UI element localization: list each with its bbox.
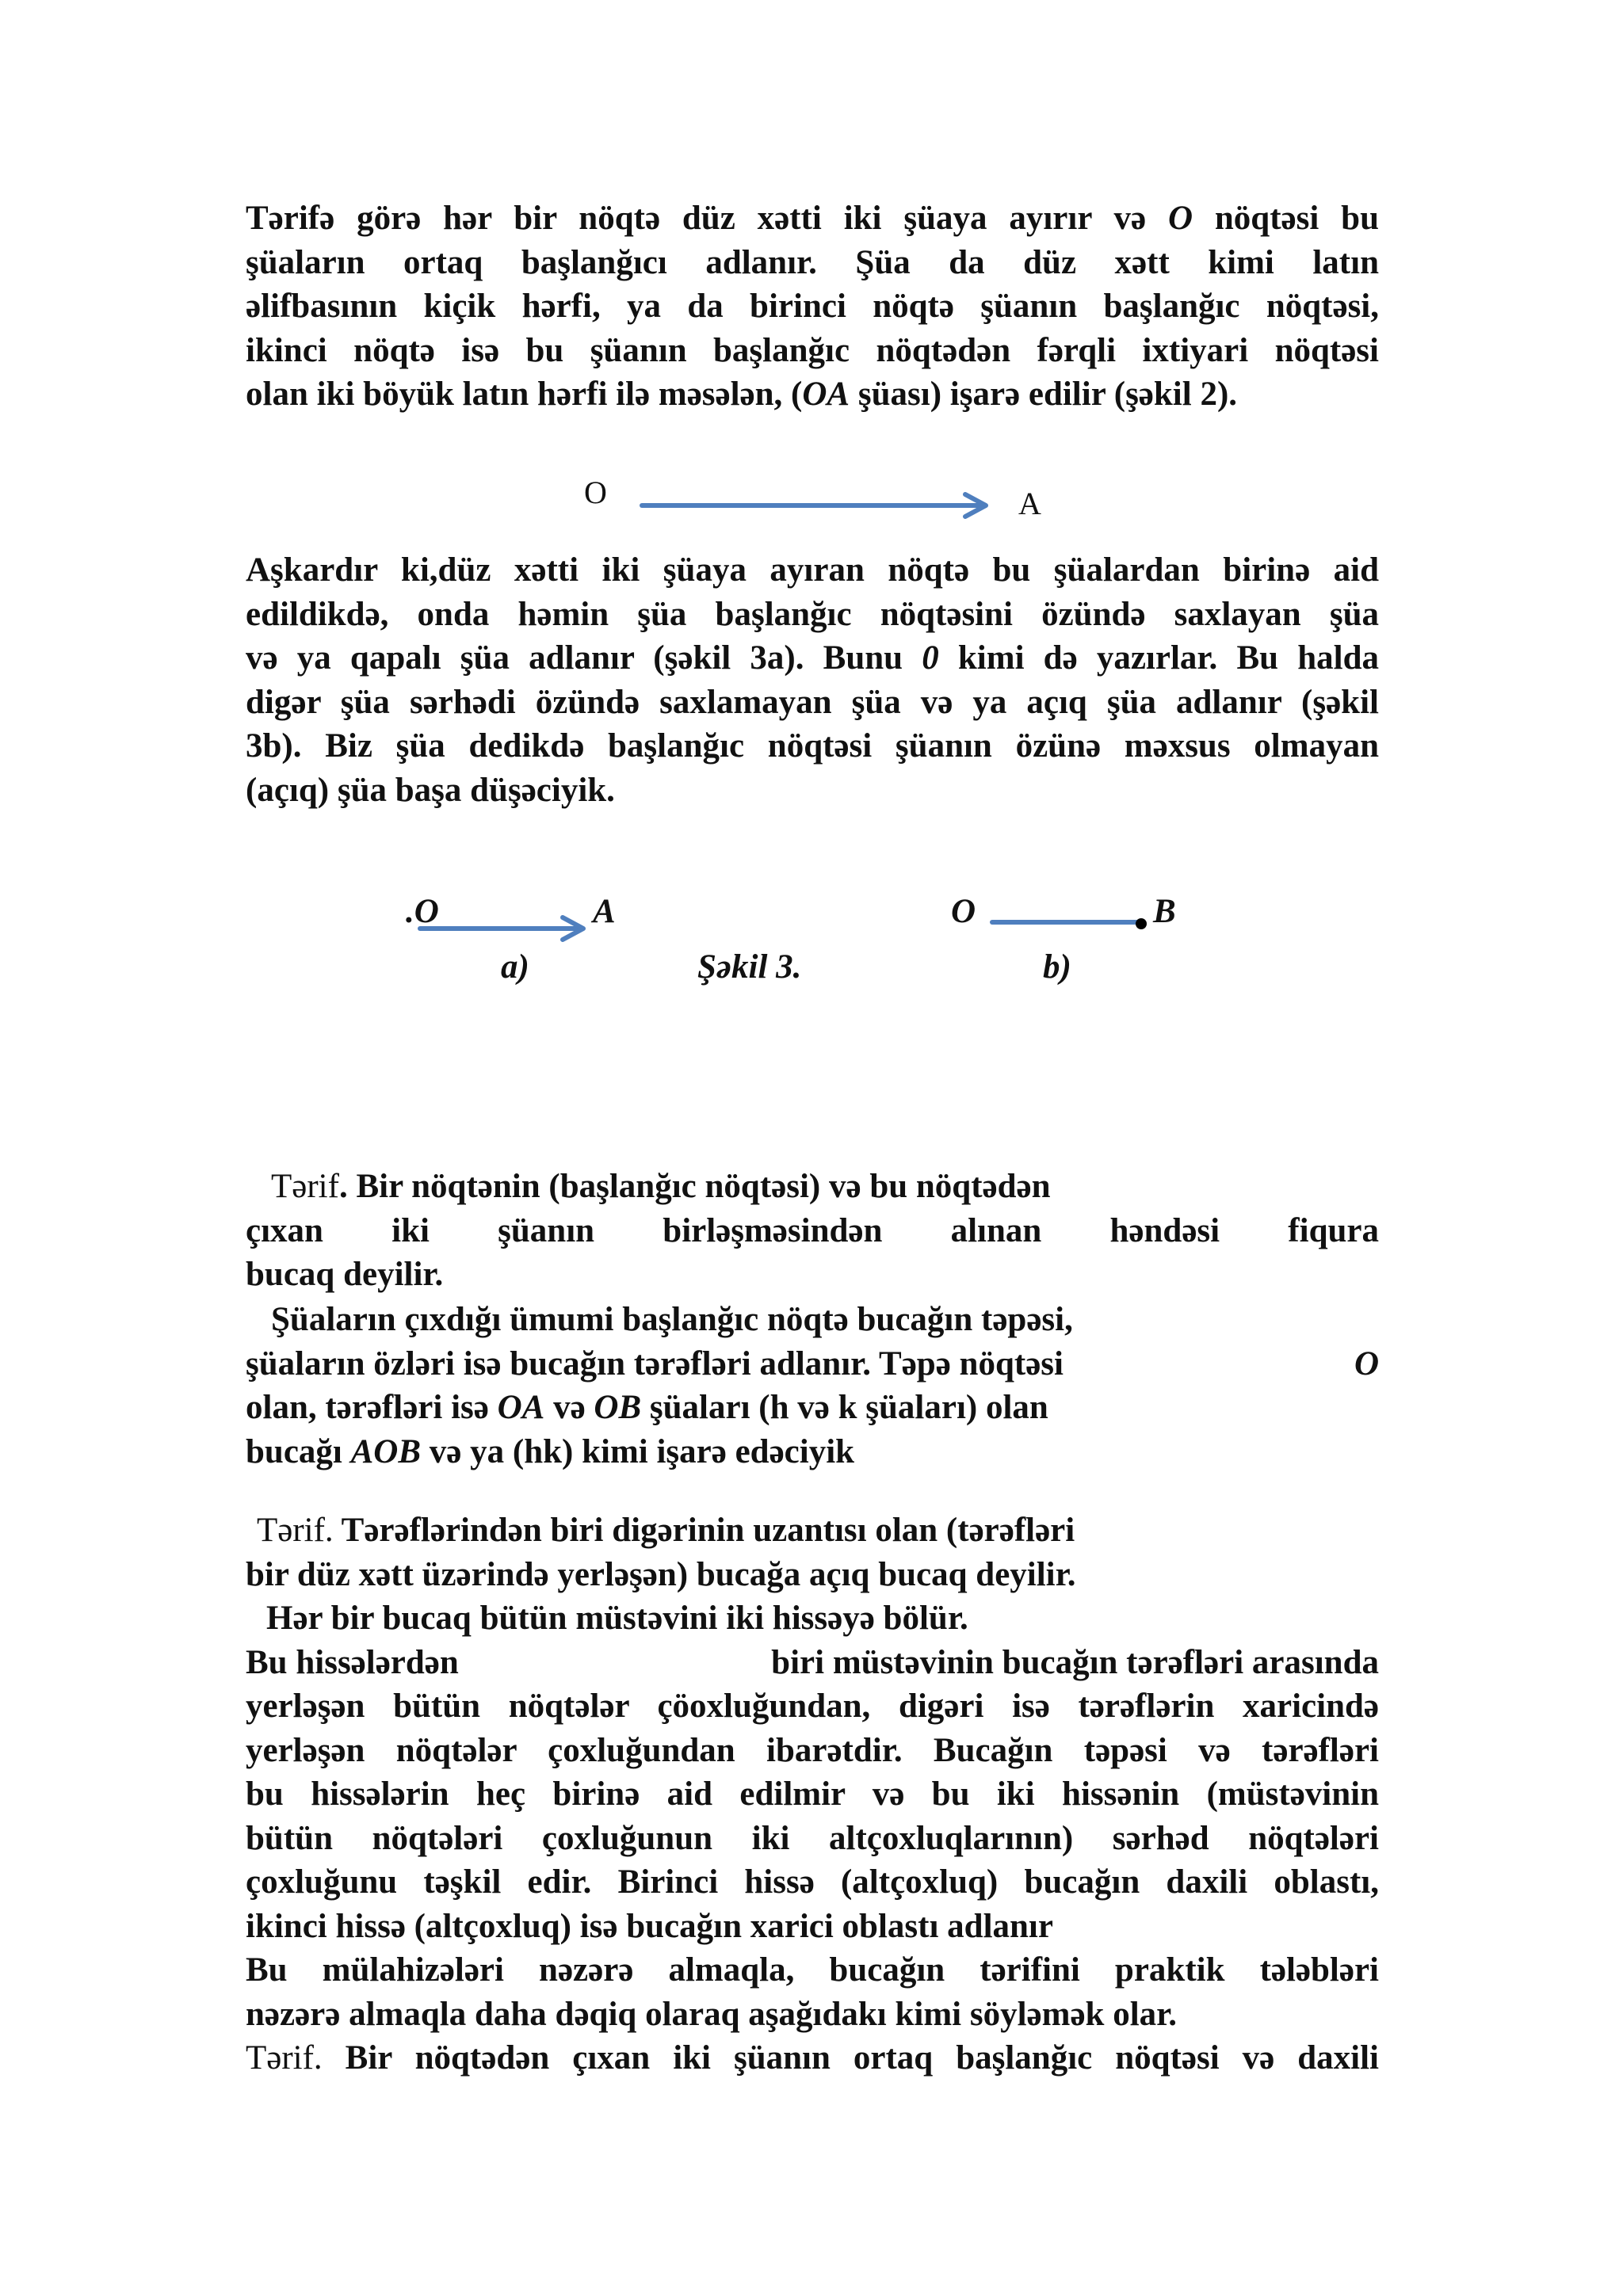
text-line: Aşkardır ki,düz xətti iki şüaya ayıran nöqtə bu şüalardan birinə aid <box>246 551 1379 589</box>
ray-oa-italic: OA <box>497 1389 545 1426</box>
text-run: şüaları (h və k şüaları) olan <box>641 1389 1048 1426</box>
text-line <box>246 1508 1379 1553</box>
text-line: çoxluğunu təşkil edir. Birinci hissə (altçoxluq) bucağın daxili oblastı, <box>246 1863 1379 1901</box>
text-run: nöqtəsi bu <box>1193 200 1379 237</box>
text-line: Bu mülahizələri nəzərə almaqla, bucağın tərifini praktik tələbləri <box>246 1951 1379 1989</box>
paragraph-open-angle <box>246 1508 1379 2081</box>
fig3b-label-o: O <box>951 893 976 930</box>
text-line <box>246 1430 1379 1474</box>
fig3-caption-b: b) <box>1043 948 1071 986</box>
text-run: və ya qapalı şüa adlanır (şəkil 3a). Bunu <box>246 639 922 677</box>
text-line: şüaların ortaq başlanğıcı adlanır. Şüa da düz xətt kimi latın <box>246 243 1379 281</box>
term-label: Tərif. <box>246 2039 323 2077</box>
paragraph-ray-definition <box>246 196 1379 417</box>
fig2-label-o: O <box>584 475 607 510</box>
text-line: ikinci hissə (altçoxluq) isə bucağın xarici oblastı adlanır <box>246 1907 1053 1945</box>
text-run: . Bir nöqtənin (başlanğıc nöqtəsi) və bu nöqtədən <box>338 1168 1051 1205</box>
text-line <box>246 372 1379 417</box>
text-run: Tərifə görə hər bir nöqtə düz xətti iki şüaya ayırır və <box>246 200 1168 237</box>
text-run: olan iki böyük latın hərfi ilə məsələn, ( <box>246 376 803 413</box>
vertex-o-italic: O <box>1354 1344 1379 1383</box>
text-run: şüası) işarə edilir (şəkil 2). <box>850 376 1238 413</box>
fig3a-label-a: A <box>593 893 616 930</box>
text-run: Bu hissələrdən <box>246 1643 459 1681</box>
text-line: (açıq) şüa başa düşəciyik. <box>246 771 615 809</box>
text-line <box>246 1342 1379 1386</box>
text-run: Bir nöqtədən çıxan iki şüanın ortaq başlanğıc nöqtəsi və daxili <box>322 2039 1379 2077</box>
text-run: və <box>544 1389 594 1426</box>
text-run: kimi də yazırlar. Bu halda <box>938 639 1379 677</box>
angle-aob-italic: AOB <box>350 1432 422 1470</box>
ray-oa-italic: OA <box>802 376 850 413</box>
text-line <box>246 1641 1379 1685</box>
text-run: bucağı <box>246 1432 351 1470</box>
paragraph-angle-vertex <box>246 1298 1379 1474</box>
fig3b-endpoint-dot <box>1136 918 1147 929</box>
paragraph-angle-definition <box>246 1165 1379 1297</box>
text-line: yerləşən bütün nöqtələr çöoxluğundan, digəri isə tərəflərin xaricində <box>246 1688 1379 1725</box>
text-run: şüaların özləri isə bucağın tərəfləri adlanır. Təpə nöqtəsi <box>246 1344 1064 1383</box>
text-line <box>246 196 1379 241</box>
text-line <box>246 636 1379 681</box>
text-line: edildikdə, onda həmin şüa başlanğıc nöqtəsini özündə saxlayan şüa <box>246 595 1379 633</box>
paragraph-closed-open-ray <box>246 548 1379 812</box>
text-run: olan, tərəfləri isə <box>246 1389 498 1426</box>
fig3a-point-o: .O <box>406 893 439 930</box>
fig2-label-a: A <box>1018 486 1041 521</box>
text-line: 3b). Biz şüa dedikdə başlanğıc nöqtəsi şüanın özünə məxsus olmayan <box>246 727 1379 765</box>
text-line: bütün nöqtələri çoxluğunun iki altçoxluqlarının) sərhəd nöqtələri <box>246 1819 1379 1857</box>
text-run: və ya (hk) kimi işarə edəciyik <box>421 1432 855 1470</box>
text-line: Şüaların çıxdığı ümumi başlanğıc nöqtə bucağın təpəsi, <box>271 1301 1073 1338</box>
text-line: bu hissələrin heç birinə aid edilmir və bu iki hissənin (müstəvinin <box>246 1775 1379 1813</box>
text-run: biri müstəvinin bucağın tərəfləri arasında <box>771 1643 1379 1681</box>
ray-ob-italic: OB <box>594 1389 642 1426</box>
fig2-ray-arrow <box>640 491 997 520</box>
fig3a-ray-arrow <box>418 911 593 943</box>
point-o-italic: O <box>1167 200 1193 237</box>
text-line: bir düz xətt üzərində yerləşən) bucağa açıq bucaq deyilir. <box>246 1555 1076 1593</box>
text-line <box>246 1386 1379 1430</box>
term-label: Tərif <box>271 1168 339 1205</box>
term-label: Tərif. <box>257 1512 334 1549</box>
fig3b-segment <box>991 911 1149 935</box>
text-line: çıxan iki şüanın birləşməsindən alınan həndəsi fiqura <box>246 1211 1379 1249</box>
text-line: bucaq deyilir. <box>246 1256 444 1293</box>
zero-italic: 0 <box>922 639 939 677</box>
text-line: yerləşən nöqtələr çoxluğundan ibarətdir. Bucağın təpəsi və tərəfləri <box>246 1731 1379 1769</box>
text-line: əlifbasının kiçik hərfi, ya da birinci nöqtə şüanın başlanğıc nöqtəsi, <box>246 288 1379 325</box>
fig3-caption-a: a) <box>501 948 529 986</box>
fig3-caption: Şəkil 3. <box>697 948 802 986</box>
text-run: Tərəflərindən biri digərinin uzantısı olan (tərəfləri <box>333 1512 1075 1549</box>
text-line <box>246 1165 1379 1209</box>
text-line: Hər bir bucaq bütün müstəvini iki hissəyə bölür. <box>266 1600 968 1637</box>
fig3b-label-b: B <box>1153 893 1176 930</box>
text-line: ikinci nöqtə isə bu şüanın başlanğıc nöqtədən fərqli ixtiyari nöqtəsi <box>246 331 1379 369</box>
text-line: digər şüa sərhədi özündə saxlamayan şüa və ya açıq şüa adlanır (şəkil <box>246 683 1379 721</box>
text-line: nəzərə almaqla daha dəqiq olaraq aşağıdakı kimi söyləmək olar. <box>246 1995 1178 2033</box>
text-line <box>246 2036 1379 2081</box>
